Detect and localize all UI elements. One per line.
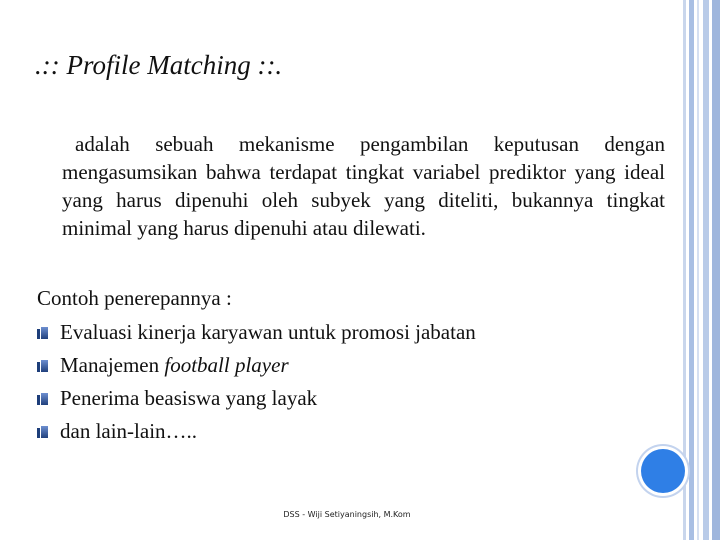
- stripe: [683, 0, 686, 540]
- example-list: [37, 316, 476, 448]
- footer-author: DSS - Wiji Setiyaningsih, M.Kom: [283, 510, 411, 519]
- list-item-text: dan lain-lain…..: [60, 419, 198, 443]
- list-item: [37, 349, 476, 382]
- list-item: [37, 382, 476, 415]
- bullet-icon: [37, 326, 49, 340]
- stripe: [697, 0, 699, 540]
- list-item-emphasis: football player: [164, 353, 289, 377]
- list-item-text: Evaluasi kinerja karyawan untuk promosi jabatan: [60, 320, 476, 344]
- decorative-blue-circle: [641, 449, 685, 493]
- list-item: [37, 316, 476, 349]
- definition-paragraph: adalah sebuah mekanisme pengambilan keputusan dengan mengasumsikan bahwa terdapat tingkat variabel prediktor yang ideal yang harus dipenuhi oleh subyek yang diteliti, bukannya tingkat minimal yang harus dipenuhi atau dilewati.: [62, 132, 665, 240]
- stripe: [703, 0, 709, 540]
- bullet-icon: [37, 392, 49, 406]
- example-heading: Contoh penerepannya :: [37, 286, 232, 310]
- list-item-prefix: Manajemen: [60, 353, 165, 377]
- decorative-side-stripes: [683, 0, 720, 540]
- list-item-text: [60, 353, 289, 378]
- bullet-icon: [37, 359, 49, 373]
- stripe: [689, 0, 694, 540]
- slide-title: .:: Profile Matching ::.: [35, 50, 283, 80]
- list-item-text: Penerima beasiswa yang layak: [60, 386, 318, 410]
- list-item: [37, 415, 476, 448]
- bullet-icon: [37, 425, 49, 439]
- stripe: [712, 0, 720, 540]
